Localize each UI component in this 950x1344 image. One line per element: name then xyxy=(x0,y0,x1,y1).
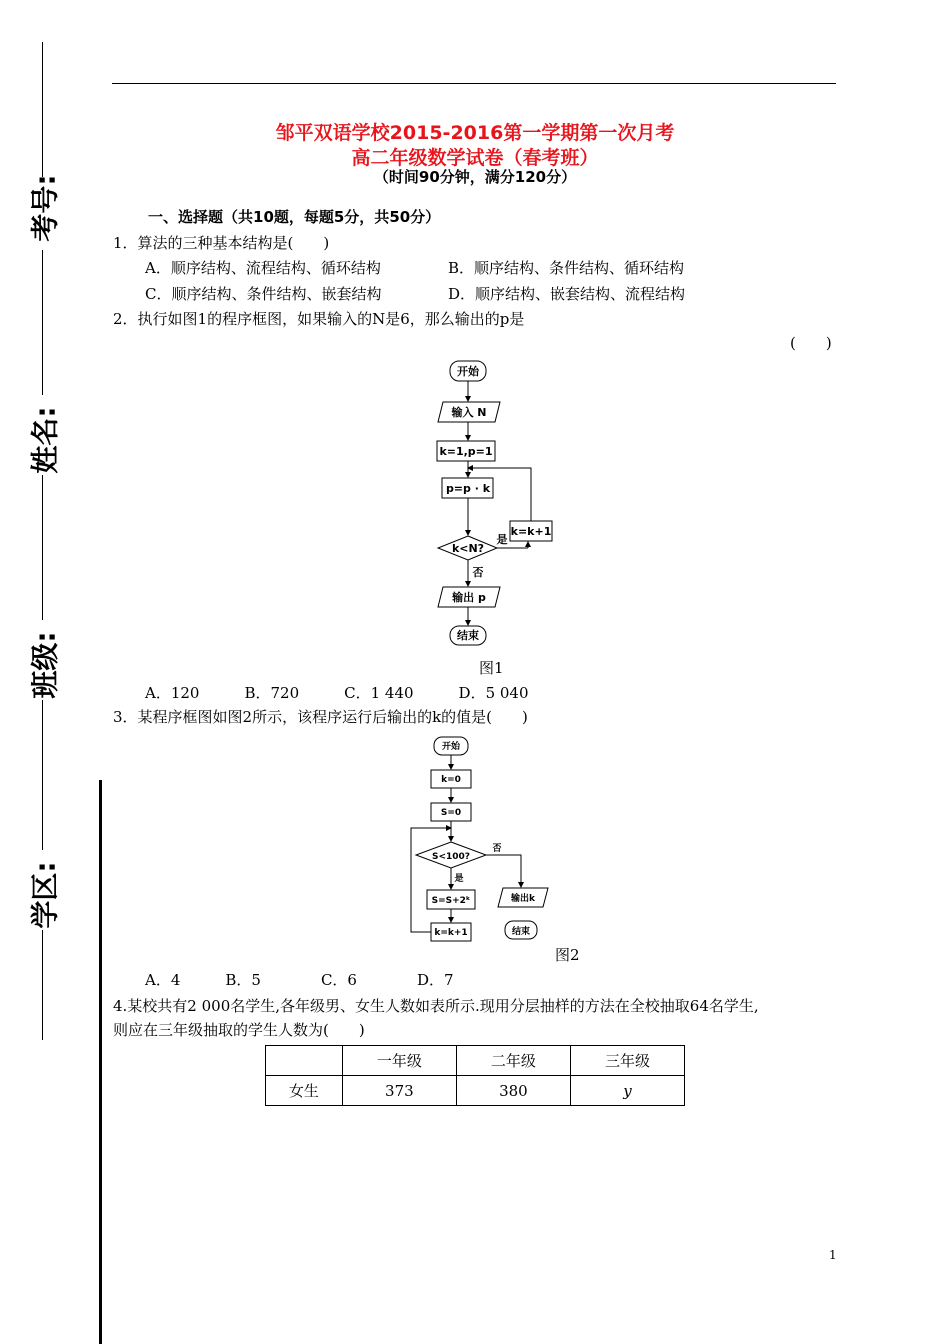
flowchart-figure-2 xyxy=(400,733,560,958)
q2-answer-paren: ( ) xyxy=(790,334,832,352)
q1-option-a: A．顺序结构、流程结构、循环结构 xyxy=(145,259,381,277)
fig1-yes-label: 是 xyxy=(496,533,508,546)
fig2-k0-text: k=0 xyxy=(441,775,461,785)
fig2-condition-text: S<100? xyxy=(431,852,471,862)
flowchart-figure-1 xyxy=(420,355,570,650)
fig2-end-text: 结束 xyxy=(511,927,531,937)
q2-options: A．120 B．720 C．1 440 D．5 040 xyxy=(145,684,529,702)
page-number: 1 xyxy=(829,1248,837,1262)
fig2-output-text: 输出k xyxy=(511,894,535,904)
fig2-start-text: 开始 xyxy=(441,742,461,752)
exam-subtitle: 高二年级数学试卷（春考班） xyxy=(351,147,599,169)
fig1-condition-text: k<N? xyxy=(451,542,485,555)
name-label: 姓名: xyxy=(28,406,62,474)
table-header-row xyxy=(266,1046,685,1076)
section-heading: 一、选择题（共10题，每题5分，共50分） xyxy=(148,208,441,226)
fig1-no-label: 否 xyxy=(472,566,484,579)
fig1-start-text: 开始 xyxy=(457,365,479,378)
question-3: 3．某程序框图如图2所示，该程序运行后输出的k的值是( ) xyxy=(113,708,528,726)
table-cell: 女生 xyxy=(266,1076,343,1106)
exam-number-label: 考号: xyxy=(28,174,62,242)
exam-time-info: （时间90分钟，满分120分） xyxy=(373,168,577,186)
q1-option-d: D．顺序结构、嵌套结构、流程结构 xyxy=(448,285,686,303)
margin-line xyxy=(42,700,43,850)
question-2: 2．执行如图1的程序框图，如果输入的N是6，那么输出的p是 xyxy=(113,310,525,328)
q3-options: A．4 B．5 C．6 D．7 xyxy=(145,971,454,989)
header-rule xyxy=(112,83,836,84)
table-header-cell xyxy=(266,1046,343,1076)
exam-title: 邹平双语学校2015-2016第一学期第一次月考 xyxy=(275,122,675,144)
fig2-s0-text: S=0 xyxy=(440,808,462,818)
margin-line xyxy=(42,250,43,395)
fig1-multiply-text: p=p · k xyxy=(445,482,491,495)
question-4-line-1: 4.某校共有2 000名学生,各年级男、女生人数如表所示.现用分层抽样的方法在全校抽取64名学生, xyxy=(113,997,759,1015)
fig1-end-text: 结束 xyxy=(457,629,479,642)
table-header-cell: 一年级 xyxy=(342,1046,456,1076)
question-4-line-2: 则应在三年级抽取的学生人数为( ) xyxy=(113,1021,365,1039)
table-cell: y xyxy=(570,1076,684,1106)
fig1-output-text: 输出 p xyxy=(452,591,486,604)
fig1-input-text: 输入 N xyxy=(451,406,487,419)
table-cell: 373 xyxy=(342,1076,456,1106)
margin-line xyxy=(42,930,43,1040)
fig1-init-text: k=1,p=1 xyxy=(439,445,493,458)
district-label: 学区: xyxy=(28,861,62,929)
class-label: 班级: xyxy=(28,631,62,699)
binding-line xyxy=(99,780,102,1344)
fig2-increment-text: k=k+1 xyxy=(434,928,468,938)
table-header-cell: 三年级 xyxy=(570,1046,684,1076)
fig2-no-label: 否 xyxy=(492,844,502,854)
fig2-sum-text: S=S+2ᵏ xyxy=(431,896,471,906)
table-row xyxy=(266,1076,685,1106)
table-header-cell: 二年级 xyxy=(456,1046,570,1076)
fig2-yes-label: 是 xyxy=(454,874,464,884)
q1-option-c: C．顺序结构、条件结构、嵌套结构 xyxy=(145,285,382,303)
q1-option-b: B．顺序结构、条件结构、循环结构 xyxy=(448,259,685,277)
table-cell: 380 xyxy=(456,1076,570,1106)
question-1: 1．算法的三种基本结构是( ) xyxy=(113,234,330,252)
figure-2-caption: 图2 xyxy=(555,946,580,964)
fig1-increment-text: k=k+1 xyxy=(510,525,552,538)
figure-1-caption: 图1 xyxy=(479,659,504,677)
grade-table xyxy=(265,1045,685,1106)
margin-line xyxy=(42,475,43,620)
